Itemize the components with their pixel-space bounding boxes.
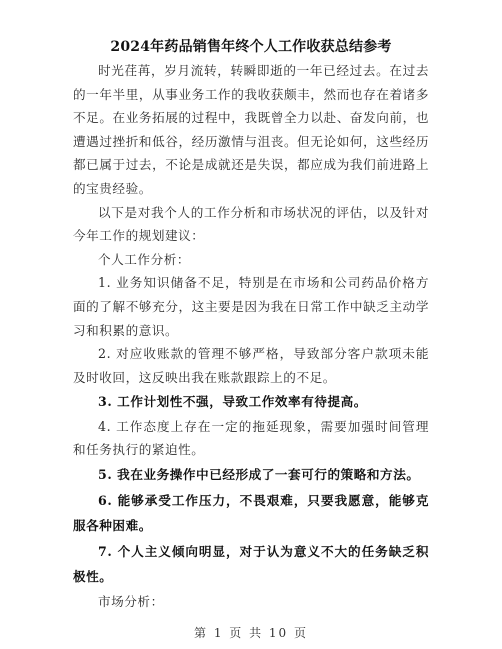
list-item-4: 4. 工作态度上存在一定的拖延现象，需要加强时间管理和任务执行的紧迫性。	[73, 418, 429, 458]
section-heading-market-analysis: 市场分析：	[98, 593, 164, 609]
document-body	[73, 36, 429, 613]
list-item-5: 5. 我在业务操作中已经形成了一套可行的策略和方法。	[98, 467, 420, 482]
list-item-6: 6. 能够承受工作压力，不畏艰难，只要我愿意，能够克服各种困难。	[73, 492, 429, 533]
paragraph-intro: 时光荏苒，岁月流转，转瞬即逝的一年已经过去。在过去的一年半里，从事业务工作的我收获颇丰，然而也存在着诸多不足。在业务拓展的过程中，我既曾全力以赴、奋发向前，也遭遇过挫折和低谷，经历激情与沮丧。但无论如何，这些经历都已属于过去，不论是成就还是失误，都应成为我们前进路上的宝贵经验。	[73, 63, 429, 196]
document-title: 2024年药品销售年终个人工作收获总结参考	[110, 39, 392, 55]
list-item-7: 7. 个人主义倾向明显，对于认为意义不大的任务缺乏积极性。	[73, 543, 429, 584]
list-item-3: 3. 工作计划性不强，导致工作效率有待提高。	[98, 394, 367, 410]
paragraph-overview: 以下是对我个人的工作分析和市场状况的评估，以及针对今年工作的规划建议：	[73, 204, 429, 244]
section-heading-personal-analysis: 个人工作分析：	[98, 251, 191, 267]
page-number-footer: 第 1 页 共 10 页	[194, 626, 308, 640]
list-item-1: 1. 业务知识储备不足，特别是在市场和公司药品价格方面的了解不够充分，这主要是因为我在日常工作中缺乏主动学习和积累的意识。	[73, 275, 429, 338]
list-item-2: 2. 对应收账款的管理不够严格，导致部分客户款项未能及时收回，这反映出我在账款跟踪上的不足。	[73, 346, 429, 385]
